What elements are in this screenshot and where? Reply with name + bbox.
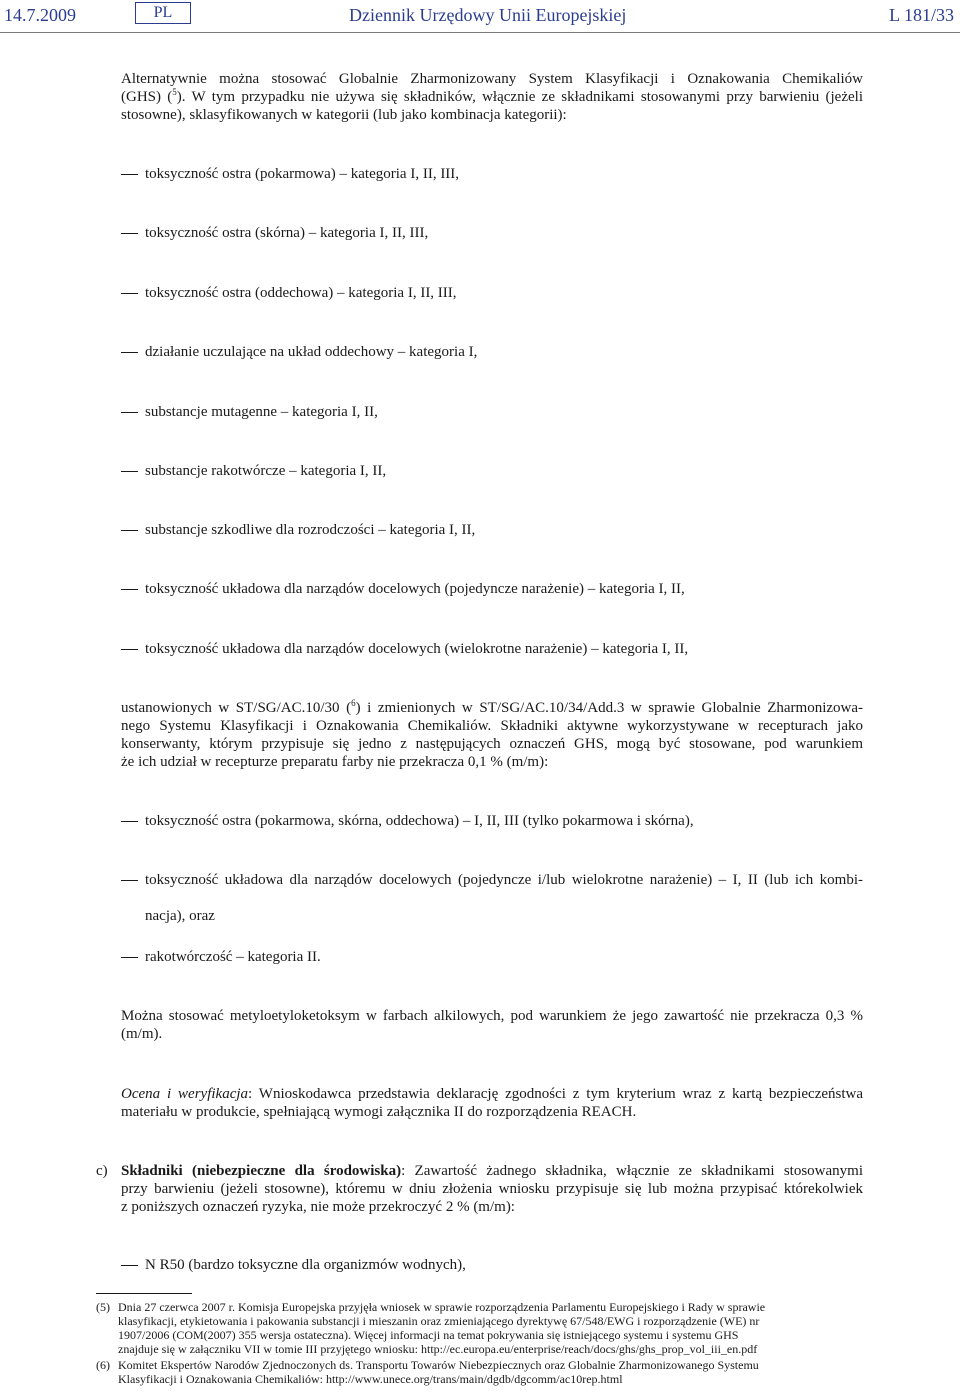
list-item: substancje mutagenne – kategoria I, II, (121, 403, 863, 421)
list-item: substancje rakotwórcze – kategoria I, II, (121, 462, 863, 480)
header-language-box: PL (135, 2, 191, 24)
footnote-ref-5: 5 (172, 87, 177, 97)
header-date: 14.7.2009 (4, 5, 76, 25)
list-item: toksyczność ostra (pokarmowa, skórna, oddechowa) – I, II, III (tylko pokarmowa i skórna), (121, 812, 863, 830)
middle-line-1: ustanowionych w ST/SG/AC.10/30 ($^6$) i zmienionych w ST/SG/AC.10/34/Add.3 w sprawie Globalnie Zharmonizowa- (121, 698, 864, 716)
header-journal-title: Dziennik Urzędowy Unii Europejskiej (349, 5, 627, 25)
dash-bullet (121, 412, 138, 413)
section-c-title: Składniki (niebezpieczne dla środowiska) (121, 1163, 402, 1179)
section-c-line-3: z poniższych oznaczeń ryzyka, nie może przekroczyć 2 % (m/m): (121, 1199, 515, 1215)
dash-bullet (121, 471, 138, 472)
dash-bullet (121, 589, 138, 590)
list-item: toksyczność ostra (pokarmowa) – kategoria I, II, III, (121, 165, 863, 183)
list-item: substancje szkodliwe dla rozrodczości – kategoria I, II, (121, 521, 863, 539)
intro-line-3: stosowne), sklasyfikowanych w kategorii (lub jako kombinacja kategorii): (121, 107, 567, 123)
middle-line-3: konserwanty, którym przypisuje się jedno z następujących oznaczeń GHS, mogą być stosowane, pod warunkiem (121, 736, 863, 752)
footnote-6: (6) Komitet Ekspertów Narodów Zjednoczonych ds. Transportu Towarów Niebezpiecznych oraz Globalnie Zharmonizowanego Systemu Klasyfikacji i Oznakowania Chemikaliów: http://www.unece.org/trans/main/dgdb/dgcomm/ac10rep.html (96, 1358, 759, 1386)
footnote-5: (5) Dnia 27 czerwca 2007 r. Komisja Europejska przyjęła wniosek w sprawie rozporządzenia Parlamentu Europejskiego i Rady w sprawie klasyfikacji, etykietowania i pakowania substancji i mieszanin oraz zmieniającego dyrektywę 67/548/EWG i rozporządzenie (WE) nr 1907/2006 (COM(2007) 355 wersja ostateczna). Więcej informacji na temat pokrywania się istniejącego systemu i systemu GHS znajduje się w załączniku VII w tomie III przyjętego wniosku: http://ec.europa.eu/enterprise/reach/docs/ghs/ghs_prop_vol_iii_en.pdf (96, 1300, 766, 1356)
middle-line-2: nego Systemu Klasyfikacji i Oznakowania Chemikaliów. Składniki aktywne wykorzystywane w recepturach jako (121, 718, 863, 734)
footnote-divider (96, 1293, 192, 1294)
dash-bullet (121, 957, 138, 958)
mek-line-2: (m/m). (121, 1026, 163, 1042)
section-c-letter: c) (96, 1163, 108, 1179)
section-c-line-2: przy barwieniu (jeżeli stosowne), któremu w dniu złożenia wniosku przypisuje się lub można przypisać którekolwiek (121, 1181, 863, 1197)
section-c-line-1: Składniki (niebezpieczne dla środowiska): Zawartość żadnego składnika, włącznie ze składnikami stosowanymi (121, 1163, 863, 1179)
assessment-line-1: Ocena i weryfikacja: Wnioskodawca przedstawia deklarację zgodności z tym kryterium wraz z kartą bezpieczeństwa (121, 1086, 864, 1102)
list-item: toksyczność układowa dla narządów docelowych (pojedyncze narażenie) – kategoria I, II, (121, 580, 863, 598)
dash-bullet (121, 174, 138, 175)
dash-bullet (121, 530, 138, 531)
dash-bullet (121, 352, 138, 353)
footnote-mark: (6) (96, 1358, 110, 1372)
list-item: rakotwórczość – kategoria II. (121, 948, 863, 966)
list-item: toksyczność ostra (oddechowa) – kategoria I, II, III, (121, 284, 863, 302)
list-item: N R50 (bardzo toksyczne dla organizmów wodnych), (121, 1256, 863, 1274)
assessment-line-2: materiału w produkcie, spełniającą wymogi załącznika II do rozporządzenia REACH. (121, 1104, 637, 1120)
list-item: toksyczność układowa dla narządów docelowych (pojedyncze i/lub wielokrotne narażenie) – I, II (lub ich kombi- nacja), oraz (121, 871, 863, 925)
dash-bullet (121, 1265, 138, 1266)
list-item: toksyczność ostra (skórna) – kategoria I, II, III, (121, 224, 863, 242)
footnote-ref-6: 6 (351, 698, 356, 708)
dash-bullet (121, 649, 138, 650)
middle-line-4: że ich udział w recepturze preparatu farby nie przekracza 0,1 % (m/m): (121, 754, 549, 770)
intro-line-2: (GHS) ($^5$). W tym przypadku nie używa się składników, włącznie ze składnikami stosowanymi przy barwieniu (jeżeli (121, 87, 863, 105)
list-item: działanie uczulające na układ oddechowy – kategoria I, (121, 343, 863, 361)
dash-bullet (121, 293, 138, 294)
dash-bullet (121, 821, 138, 822)
list-item: toksyczność układowa dla narządów docelowych (wielokrotne narażenie) – kategoria I, II, (121, 640, 863, 658)
footnote-mark: (5) (96, 1300, 110, 1314)
intro-line-1: Alternatywnie można stosować Globalnie Zharmonizowany System Klasyfikacji i Oznakowania Chemikaliów (121, 71, 863, 87)
mek-line-1: Można stosować metyloetyloketoksym w farbach alkilowych, pod warunkiem że jego zawartość nie przekracza 0,3 % (121, 1008, 863, 1024)
journal-header (0, 0, 960, 40)
assessment-label: Ocena i weryfikacja (121, 1086, 249, 1102)
header-divider (0, 32, 960, 33)
dash-bullet (121, 233, 138, 234)
dash-bullet (121, 880, 138, 881)
header-page-number: L 181/33 (889, 5, 954, 25)
